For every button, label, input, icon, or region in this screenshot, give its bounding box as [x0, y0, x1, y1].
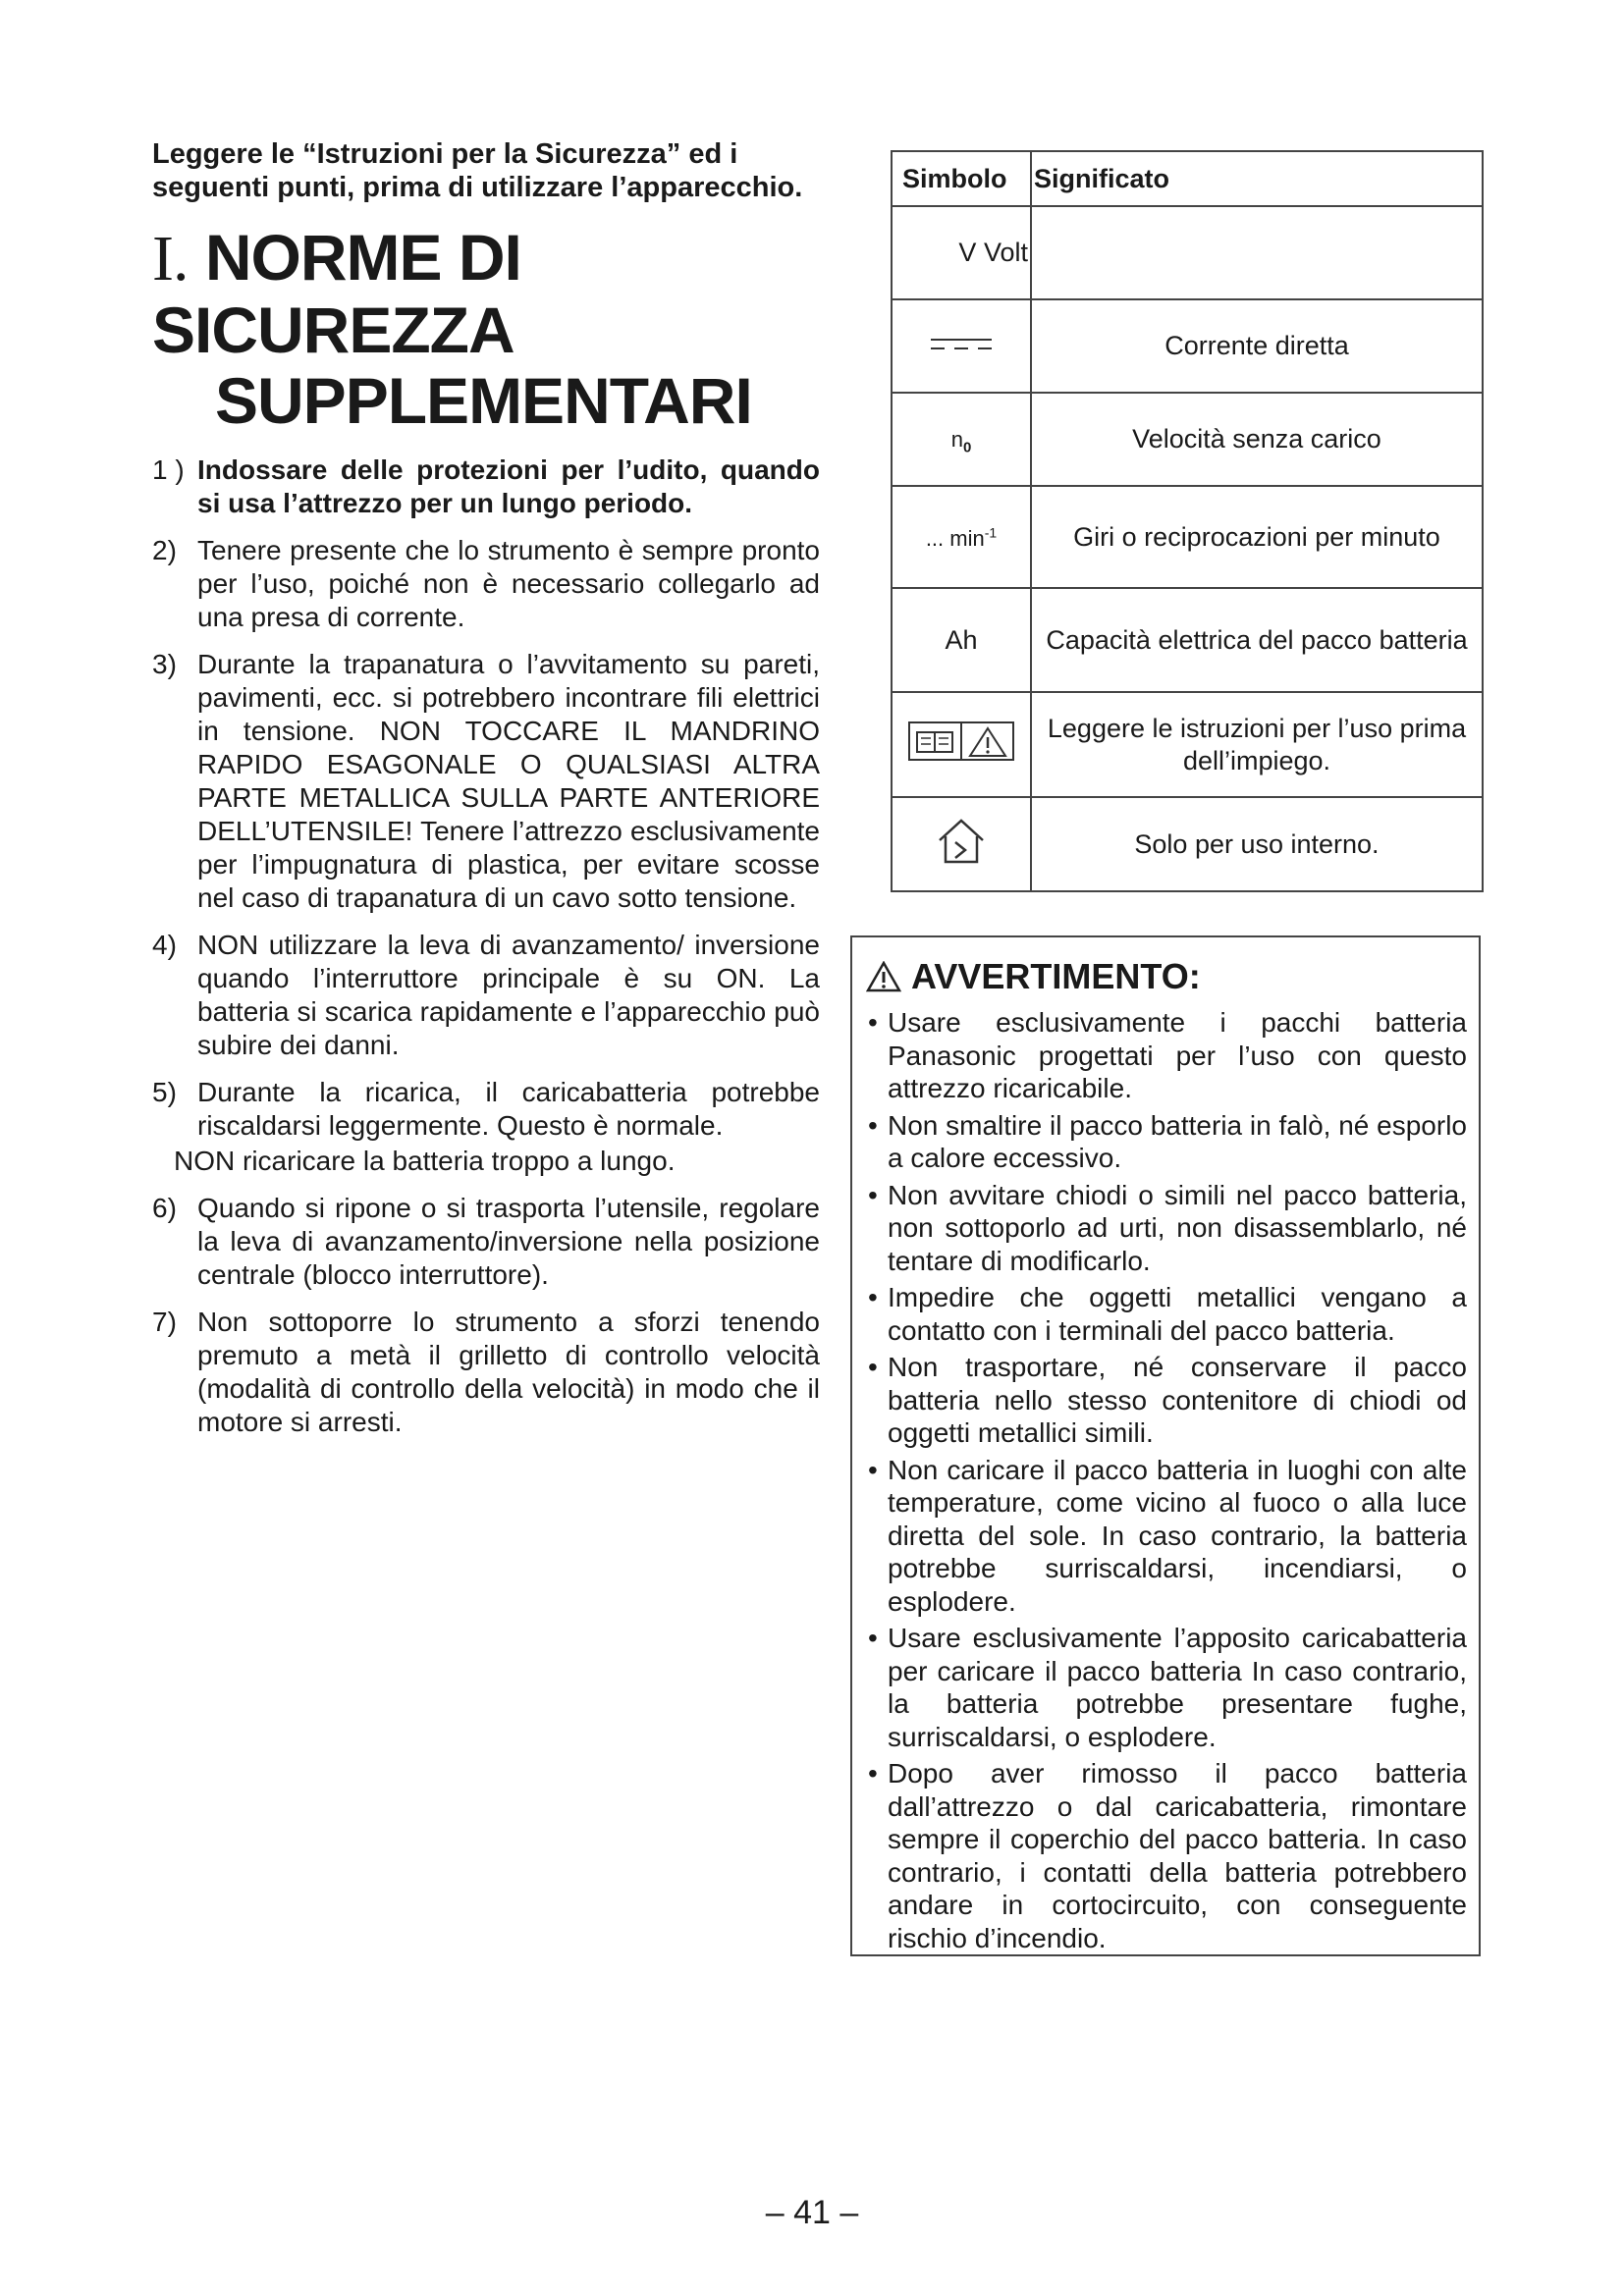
item-text: Durante la ricarica, il caricabatteria potrebbe riscaldarsi leggermente. Questo è normale. [197, 1077, 820, 1141]
volt-symbol: V [958, 238, 977, 267]
warning-bullet: • Non trasportare, né conservare il pacco batteria nello stesso contenitore di chiodi od oggetti metallici simili. [866, 1351, 1467, 1450]
list-item [152, 454, 820, 520]
section-number: I. [152, 223, 189, 294]
rpm-symbol [926, 526, 997, 551]
warning-bullet: • Non smaltire il pacco batteria in falò, né esporlo a calore eccessivo. [866, 1109, 1467, 1175]
direct-current-icon [927, 335, 996, 354]
page-number: – 41 – [765, 2194, 859, 2231]
list-item [152, 1306, 820, 1439]
read-instructions-icon [907, 721, 1015, 762]
no-load-symbol-sub: 0 [962, 439, 972, 456]
rpm-symbol-base: ... min [925, 525, 985, 551]
meaning-cell: Corrente diretta [1031, 299, 1483, 393]
warning-bullet: • Dopo aver rimosso il pacco batteria dall’attrezzo o dal caricabatteria, rimontare sempre il coperchio del pacco batteria. In caso contrario, i contatti della batteria potrebbero andare in cortocircuito, con conseguente rischio d’incendio. [866, 1757, 1467, 1954]
list-item [152, 1076, 820, 1178]
section-title-line2: SUPPLEMENTARI [215, 364, 752, 437]
table-row [892, 692, 1483, 797]
item-text: NON utilizzare la leva di avanzamento/ inversione quando l’interruttore principale è su ON. La batteria si scarica rapidamente e l’apparecchio può subire dei danni. [197, 930, 820, 1060]
header-meaning: Significato [1031, 151, 1483, 206]
meaning-cell: Capacità elettrica del pacco batteria [1031, 588, 1483, 692]
left-column [152, 137, 820, 1453]
table-row [892, 206, 1483, 299]
indoor-use-house-icon [932, 817, 991, 866]
symbol-cell [892, 692, 1031, 797]
meaning-cell: Leggere le istruzioni per l’uso prima dell’impiego. [1031, 692, 1483, 797]
warning-box [850, 935, 1481, 1956]
section-title-line1: NORME DI SICUREZZA [152, 221, 521, 366]
item-number: 7) [152, 1307, 177, 1337]
item-extra-text: NON ricaricare la batteria troppo a lungo. [174, 1146, 676, 1176]
warning-bullet: • Non avvitare chiodi o simili nel pacco batteria, non sottoporlo ad urti, non disassemblarlo, né tentare di modificarlo. [866, 1179, 1467, 1278]
warning-bullet: • Usare esclusivamente i pacchi batteria Panasonic progettati per l’uso con questo attrezzo ricaricabile. [866, 1006, 1467, 1105]
rpm-symbol-sup: -1 [984, 524, 998, 541]
symbol-cell [892, 797, 1031, 891]
warning-list [866, 1006, 1467, 1954]
warning-bullet: • Non caricare il pacco batteria in luoghi con alte temperature, come vicino al fuoco o alla luce diretta del sole. In caso contrario, la batteria potrebbe surriscaldarsi, incendiarsi, o esplodere. [866, 1454, 1467, 1619]
intro-text: Leggere le “Istruzioni per la Sicurezza” ed i seguenti punti, prima di utilizzare l’apparecchio. [152, 138, 803, 203]
header-symbol: Simbolo [892, 151, 1031, 206]
no-load-symbol-base: n [950, 426, 963, 452]
warning-bullet: • Impedire che oggetti metallici vengano a contatto con i terminali del pacco batteria. [866, 1281, 1467, 1347]
list-item [152, 648, 820, 915]
safety-list [152, 454, 820, 1439]
table-row [892, 486, 1483, 588]
item-text: Durante la trapanatura o l’avvitamento su pareti, pavimenti, ecc. si potrebbero incontrare fili elettrici in tensione. NON TOCCARE IL MANDRINO RAPIDO ESAGONALE O QUALSIASI ALTRA PARTE METALLICA SULLA PARTE ANTERIORE DELL’UTENSILE! Tenere l’attrezzo esclusivamente per l’impugnatura di plastica, per evitare scosse nel caso di trapanatura di un cavo sotto tensione. [197, 649, 820, 913]
table-row [892, 588, 1483, 692]
symbol-cell [892, 299, 1031, 393]
warning-triangle-icon [866, 961, 901, 992]
warning-title [866, 957, 1467, 996]
table-row [892, 797, 1483, 891]
meaning-cell: Velocità senza carico [1031, 393, 1483, 486]
item-number: 6) [152, 1193, 177, 1223]
no-load-symbol [950, 426, 972, 456]
volt-meaning: Volt [983, 238, 1028, 267]
item-number: 4) [152, 930, 177, 960]
list-item [152, 929, 820, 1062]
item-text: Non sottoporre lo strumento a sforzi tenendo premuto a metà il grilletto di controllo velocità (modalità di controllo della velocità) in modo che il motore si arresti. [197, 1307, 820, 1437]
list-item [152, 1192, 820, 1292]
warning-title-text: AVVERTIMENTO: [911, 956, 1201, 996]
symbol-table [891, 150, 1484, 892]
item-number: 1 ) [152, 454, 185, 485]
symbol-cell: Ah [892, 588, 1031, 692]
item-number: 2) [152, 535, 177, 565]
item-text: Indossare delle protezioni per l’udito, quando si usa l’attrezzo per un lungo periodo. [197, 454, 820, 518]
warning-bullet: • Usare esclusivamente l’apposito caricabatteria per caricare il pacco batteria In caso contrario, la batteria potrebbe presentare fughe, surriscaldarsi, o esplodere. [866, 1622, 1467, 1753]
symbol-cell [892, 486, 1031, 588]
item-number: 3) [152, 649, 177, 679]
symbol-cell [892, 393, 1031, 486]
section-title [152, 222, 820, 436]
table-row [892, 393, 1483, 486]
item-number: 5) [152, 1077, 177, 1107]
meaning-cell: Solo per uso interno. [1031, 797, 1483, 891]
symbol-cell [892, 206, 1031, 299]
table-header-row [892, 151, 1483, 206]
table-row [892, 299, 1483, 393]
meaning-cell: Giri o reciprocazioni per minuto [1031, 486, 1483, 588]
meaning-cell-empty [1031, 206, 1483, 299]
list-item [152, 534, 820, 634]
item-text: Quando si ripone o si trasporta l’utensile, regolare la leva di avanzamento/inversione nella posizione centrale (blocco interruttore). [197, 1193, 820, 1290]
item-text: Tenere presente che lo strumento è sempre pronto per l’uso, poiché non è necessario collegarlo ad una presa di corrente. [197, 535, 820, 632]
